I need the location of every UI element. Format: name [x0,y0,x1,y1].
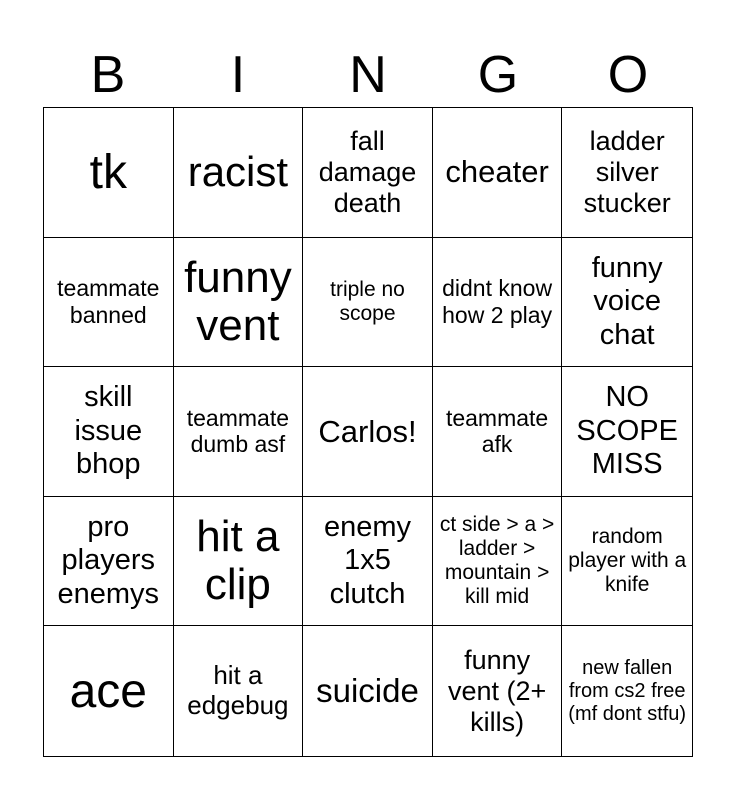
cell-text: triple no scope [330,277,405,325]
cell-text: hit a clip [196,511,280,610]
bingo-cell[interactable] [433,367,563,497]
bingo-cell[interactable] [174,497,304,627]
cell-text: skill issue bhop [74,381,143,481]
cell-text: funny vent (2+ kills) [447,644,547,737]
bingo-cell[interactable] [44,626,174,756]
cell-text: ct side > a > ladder > mountain > kill mid [439,512,555,609]
cell-text: teammate dumb asf [186,405,290,458]
cell-text: Carlos! [318,413,417,449]
bingo-cell[interactable] [562,238,692,368]
bingo-cell[interactable] [562,367,692,497]
cell-text: fall damage death [318,125,417,218]
header-letter-b: B [90,46,126,104]
cell-text: ladder silver stucker [583,125,671,218]
cell-text: pro players enemys [57,511,160,610]
bingo-board [43,107,693,757]
bingo-cell[interactable] [433,626,563,756]
cell-text: teammate banned [57,275,160,328]
bingo-cell[interactable] [303,238,433,368]
bingo-cell[interactable] [562,497,692,627]
bingo-cell[interactable] [174,108,304,238]
cell-text: new fallen from cs2 free (mf dont stfu) [568,656,687,725]
bingo-cell[interactable] [174,367,304,497]
bingo-cell[interactable] [44,238,174,368]
cell-text: funny voice chat [591,251,663,351]
cell-text: random player with a knife [568,524,687,597]
cell-text: didnt know how 2 play [442,275,553,328]
header-letter-i: I [230,46,246,104]
bingo-cell[interactable] [44,108,174,238]
cell-text: enemy 1x5 clutch [323,511,412,610]
bingo-cell[interactable] [303,497,433,627]
header-letter-g: G [477,46,519,104]
bingo-cell[interactable] [303,367,433,497]
bingo-cell[interactable] [44,497,174,627]
cell-text: hit a edgebug [187,660,289,721]
cell-text: racist [187,148,289,196]
cell-text: teammate afk [445,405,549,458]
cell-text: suicide [316,672,419,710]
bingo-cell[interactable] [433,497,563,627]
bingo-header [43,42,693,108]
bingo-cell[interactable] [562,626,692,756]
cell-text: NO SCOPE MISS [576,381,678,481]
header-letter-n: N [349,46,387,104]
bingo-cell[interactable] [562,108,692,238]
cell-text: funny vent [184,252,292,350]
bingo-cell[interactable] [44,367,174,497]
bingo-cell[interactable] [174,626,304,756]
cell-text: ace [69,664,147,718]
cell-text: cheater [445,154,549,190]
bingo-cell[interactable] [433,108,563,238]
bingo-cell[interactable] [174,238,304,368]
cell-text: tk [89,145,127,199]
bingo-cell[interactable] [303,626,433,756]
bingo-cell[interactable] [303,108,433,238]
bingo-cell[interactable] [433,238,563,368]
header-letter-o: O [607,46,649,104]
